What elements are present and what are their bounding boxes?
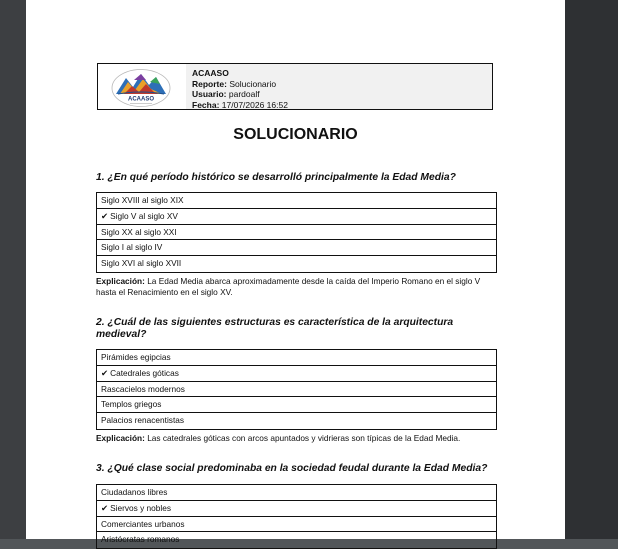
explanation-2 [96,433,498,444]
page-title: SOLUCIONARIO [233,126,358,143]
explanation-1 [96,276,498,297]
option: Siglo I al siglo IV [97,240,496,256]
option: Siglo XVIII al siglo XIX [97,193,496,209]
option-correct: ✔ Catedrales góticas [97,366,496,382]
user-value: pardoalf [228,89,260,99]
header-text [192,68,288,110]
option-correct: ✔ Siervos y nobles [97,501,496,517]
date-value: 17/07/2026 16:52 [221,99,288,110]
question-3: 3. ¿Qué clase social predominaba en la sociedad feudal durante la Edad Media? [96,463,488,474]
option-correct: ✔ Siglo V al siglo XV [97,209,496,225]
viewer-right-gutter [565,0,618,539]
options-list-3 [96,484,497,549]
explanation-label: Explicación: [96,276,145,286]
check-icon: ✔ [101,502,109,513]
logo-text: ACAASO [127,96,155,103]
option: Palacios renacentistas [101,415,185,426]
report-label: Reporte: [192,78,227,89]
explanation-text: La Edad Media abarca aproximadamente desde la caída del Imperio Romano en el siglo V hasta el Renacimiento en el siglo XV. [96,276,481,297]
options-list-2 [96,349,497,430]
option: Siglo XX al siglo XXI [97,225,496,241]
report-value: Solucionario [229,78,277,89]
check-icon: ✔ [101,210,109,221]
viewer-left-gutter [0,0,26,539]
option: Aristócratas romanos [101,534,180,545]
org-name: ACAASO [192,68,229,78]
option: Siglo XVI al siglo XVII [101,258,182,269]
option: Templos griegos [97,397,496,413]
explanation-text: Las catedrales góticas con arcos apuntados y vidrieras son típicas de la Edad Media. [147,433,461,443]
option: Comerciantes urbanos [97,517,496,533]
option: Pirámides egipcias [97,350,496,366]
report-header [97,63,493,110]
acaaso-logo [110,68,172,108]
options-list-1 [96,192,497,273]
check-icon: ✔ [101,367,109,378]
question-2: 2. ¿Cuál de las siguientes estructuras es característica de la arquitectura medieval? [96,317,454,340]
option: Ciudadanos libres [97,485,496,501]
explanation-label: Explicación: [96,433,145,443]
option: Rascacielos modernos [97,382,496,398]
date-label: Fecha: [192,99,220,110]
user-label: Usuario: [192,89,227,99]
document-page [26,0,565,545]
question-1: 1. ¿En qué período histórico se desarrolló principalmente la Edad Media? [96,172,456,183]
